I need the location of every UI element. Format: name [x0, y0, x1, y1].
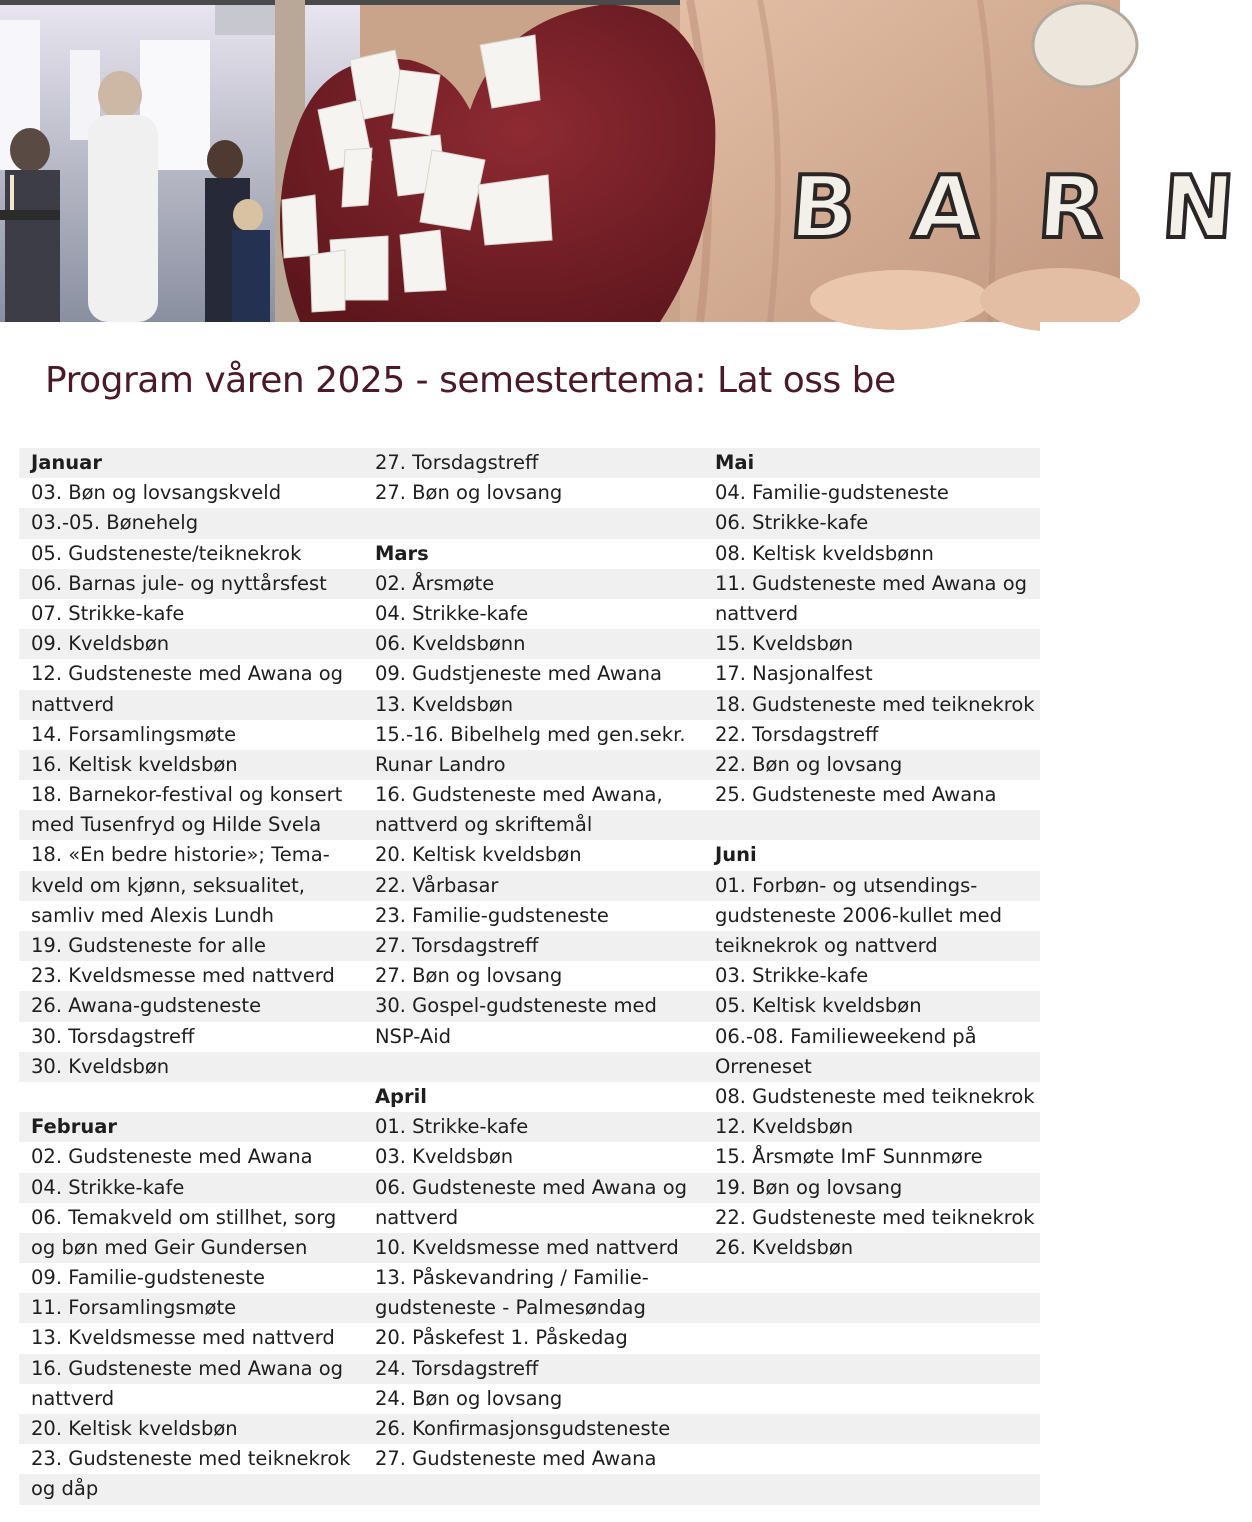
event-item: 12. Kveldsbøn [714, 1115, 854, 1139]
event-item: 20. Påskefest 1. Påskedag [374, 1326, 628, 1350]
event-item: 22. Torsdagstreff [714, 722, 879, 746]
page-margin [1040, 322, 1120, 1522]
table-row [19, 659, 1040, 689]
event-item: 13. Kveldsmesse med nattverd [31, 1326, 335, 1350]
event-item: 06. Strikke-kafe [714, 511, 869, 535]
table-row [19, 1203, 1040, 1233]
table-row [19, 1022, 1040, 1052]
event-item [703, 1354, 1040, 1384]
event-item: og dåp [31, 1477, 99, 1501]
table-row [19, 1444, 1040, 1474]
event-item: 22. Bøn og lovsang [714, 752, 903, 776]
event-item: 08. Keltisk kveldsbønn [714, 541, 934, 565]
event-item: kveld om kjønn, seksualitet, [31, 873, 305, 897]
event-item: 04. Strikke-kafe [374, 601, 529, 625]
event-item: 03. Bøn og lovsangskveld [31, 481, 282, 505]
event-item: 02. Gudsteneste med Awana [31, 1145, 313, 1169]
event-item [703, 1474, 1040, 1504]
table-row [19, 901, 1040, 931]
event-item: 03. Kveldsbøn [374, 1145, 514, 1169]
event-item: 15. Årsmøte ImF Sunnmøre [714, 1145, 983, 1169]
event-item: 11. Gudsteneste med Awana og [714, 571, 1028, 595]
event-item: 24. Bøn og lovsang [374, 1386, 563, 1410]
month-heading: Mai [714, 451, 755, 474]
table-row [19, 1474, 1040, 1504]
event-item: nattverd [714, 601, 799, 625]
table-row [19, 1293, 1040, 1323]
event-item: 27. Bøn og lovsang [374, 481, 563, 505]
event-item: 24. Torsdagstreff [374, 1356, 539, 1380]
event-item: 16. Gudsteneste med Awana, [374, 783, 663, 807]
event-item: 25. Gudsteneste med Awana [714, 783, 997, 807]
event-item: 16. Keltisk kveldsbøn [31, 752, 238, 776]
table-row [19, 569, 1040, 599]
event-item: gudsteneste 2006-kullet med [714, 903, 1002, 927]
hero-wall-letters: B A R N [786, 158, 1252, 258]
event-item: 19. Bøn og lovsang [714, 1175, 903, 1199]
event-item: 06. Gudsteneste med Awana og [374, 1175, 688, 1199]
month-heading: Juni [714, 843, 757, 867]
event-item: 01. Strikke-kafe [374, 1115, 529, 1139]
event-item: nattverd og skriftemål [374, 813, 593, 837]
event-item [703, 1444, 1040, 1474]
event-item: teiknekrok og nattverd [714, 934, 938, 957]
event-item: 07. Strikke-kafe [31, 601, 185, 625]
event-item [363, 508, 703, 538]
event-item [703, 810, 1040, 840]
event-item: 16. Gudsteneste med Awana og [31, 1356, 344, 1380]
event-item: 11. Forsamlingsmøte [31, 1296, 237, 1320]
event-item: 22. Vårbasar [374, 873, 499, 897]
table-row [19, 629, 1040, 659]
event-item: 26. Konfirmasjonsgudsteneste [374, 1417, 671, 1440]
table-row [19, 750, 1040, 780]
event-item: 27. Torsdagstreff [374, 934, 539, 957]
program-table [19, 448, 1040, 1505]
table-row [19, 1263, 1040, 1293]
event-item: 18. Gudsteneste med teiknekrok [714, 692, 1035, 716]
event-item: med Tusenfryd og Hilde Svela [31, 813, 322, 837]
event-item: NSP-Aid [374, 1024, 451, 1048]
event-item: 19. Gudsteneste for alle [31, 934, 267, 957]
event-item: Orreneset [714, 1054, 812, 1078]
event-item: 05. Gudsteneste/teiknekrok [31, 541, 302, 565]
event-item: Runar Landro [374, 752, 506, 776]
event-item: 30. Kveldsbøn [31, 1054, 170, 1078]
event-item: nattverd [31, 692, 115, 716]
table-row [19, 1142, 1040, 1172]
table-row [19, 1173, 1040, 1203]
event-item: 14. Forsamlingsmøte [31, 722, 237, 746]
event-item: 03. Strikke-kafe [714, 964, 869, 988]
event-item [363, 1052, 703, 1082]
table-row [19, 599, 1040, 629]
event-item: 26. Awana-gudsteneste [31, 994, 262, 1018]
table-row [19, 1414, 1040, 1444]
event-item: 27. Torsdagstreff [374, 451, 539, 474]
table-row [19, 1384, 1040, 1414]
event-item: 18. Barnekor-festival og konsert [31, 783, 343, 807]
table-row [19, 1354, 1040, 1384]
event-item: 09. Gudstjeneste med Awana [374, 662, 662, 686]
page-title: Program våren 2025 - semestertema: Lat oss be [45, 360, 896, 401]
event-item [703, 1293, 1040, 1323]
event-item: 13. Påskevandring / Familie- [374, 1266, 649, 1290]
event-item: 06. Temakveld om stillhet, sorg [31, 1205, 337, 1229]
table-row [19, 840, 1040, 870]
table-row [19, 1052, 1040, 1082]
event-item: 06. Barnas jule- og nyttårsfest [31, 571, 327, 595]
month-heading: Januar [31, 451, 102, 474]
event-item: 02. Årsmøte [374, 571, 495, 595]
table-row [19, 1233, 1040, 1263]
event-item: 04. Strikke-kafe [31, 1175, 185, 1199]
event-item: 23. Gudsteneste med teiknekrok [31, 1447, 351, 1471]
event-item: 30. Torsdagstreff [31, 1024, 195, 1048]
month-heading: April [374, 1084, 427, 1108]
event-item [703, 1414, 1040, 1444]
event-item: 08. Gudsteneste med teiknekrok [714, 1084, 1035, 1108]
table-row [19, 991, 1040, 1021]
event-item: 06. Kveldsbønn [374, 632, 526, 656]
table-row [19, 780, 1040, 810]
table-row [19, 871, 1040, 901]
event-item: 20. Keltisk kveldsbøn [31, 1417, 238, 1440]
table-row [19, 1082, 1040, 1112]
event-item: 27. Gudsteneste med Awana [374, 1447, 657, 1471]
event-item: 27. Bøn og lovsang [374, 964, 563, 988]
event-item: 23. Kveldsmesse med nattverd [31, 964, 335, 988]
event-item: gudsteneste - Palmesøndag [374, 1296, 646, 1320]
event-item: 26. Kveldsbøn [714, 1235, 854, 1259]
table-row [19, 448, 1040, 478]
table-row [19, 1112, 1040, 1142]
event-item [703, 1263, 1040, 1293]
event-item: og bøn med Geir Gundersen [31, 1235, 308, 1259]
event-item: 15.-16. Bibelhelg med gen.sekr. [374, 722, 686, 746]
table-row [19, 931, 1040, 961]
event-item: 05. Keltisk kveldsbøn [714, 994, 922, 1018]
table-row [19, 539, 1040, 569]
event-item: samliv med Alexis Lundh [31, 903, 274, 927]
table-row [19, 508, 1040, 538]
event-item: 13. Kveldsbøn [374, 692, 514, 716]
event-item: nattverd [31, 1386, 115, 1410]
event-item: 01. Forbøn- og utsendings- [714, 873, 978, 897]
event-item: 20. Keltisk kveldsbøn [374, 843, 582, 867]
event-item: 04. Familie-gudsteneste [714, 481, 949, 505]
event-item: 18. «En bedre historie»; Tema- [31, 843, 330, 867]
event-item: 06.-08. Familieweekend på [714, 1024, 977, 1048]
table-row [19, 720, 1040, 750]
month-heading: Februar [31, 1115, 117, 1139]
event-item: 22. Gudsteneste med teiknekrok [714, 1205, 1035, 1229]
event-item: 23. Familie-gudsteneste [374, 903, 609, 927]
event-item [19, 1082, 363, 1112]
event-item: 30. Gospel-gudsteneste med [374, 994, 657, 1018]
event-item: 12. Gudsteneste med Awana og [31, 662, 344, 686]
event-item: nattverd [374, 1205, 459, 1229]
event-item: 10. Kveldsmesse med nattverd [374, 1235, 679, 1259]
table-row [19, 961, 1040, 991]
event-item: 09. Familie-gudsteneste [31, 1266, 265, 1290]
event-item [363, 1474, 703, 1504]
event-item: 17. Nasjonalfest [714, 662, 873, 686]
table-row [19, 810, 1040, 840]
hero-photo [0, 0, 1252, 322]
event-item: 09. Kveldsbøn [31, 632, 170, 656]
event-item [703, 1384, 1040, 1414]
event-item: 15. Kveldsbøn [714, 632, 854, 656]
event-item [703, 1323, 1040, 1353]
table-row [19, 1323, 1040, 1353]
event-item: 03.-05. Bønehelg [31, 511, 199, 535]
month-heading: Mars [374, 541, 429, 565]
table-row [19, 478, 1040, 508]
table-row [19, 690, 1040, 720]
